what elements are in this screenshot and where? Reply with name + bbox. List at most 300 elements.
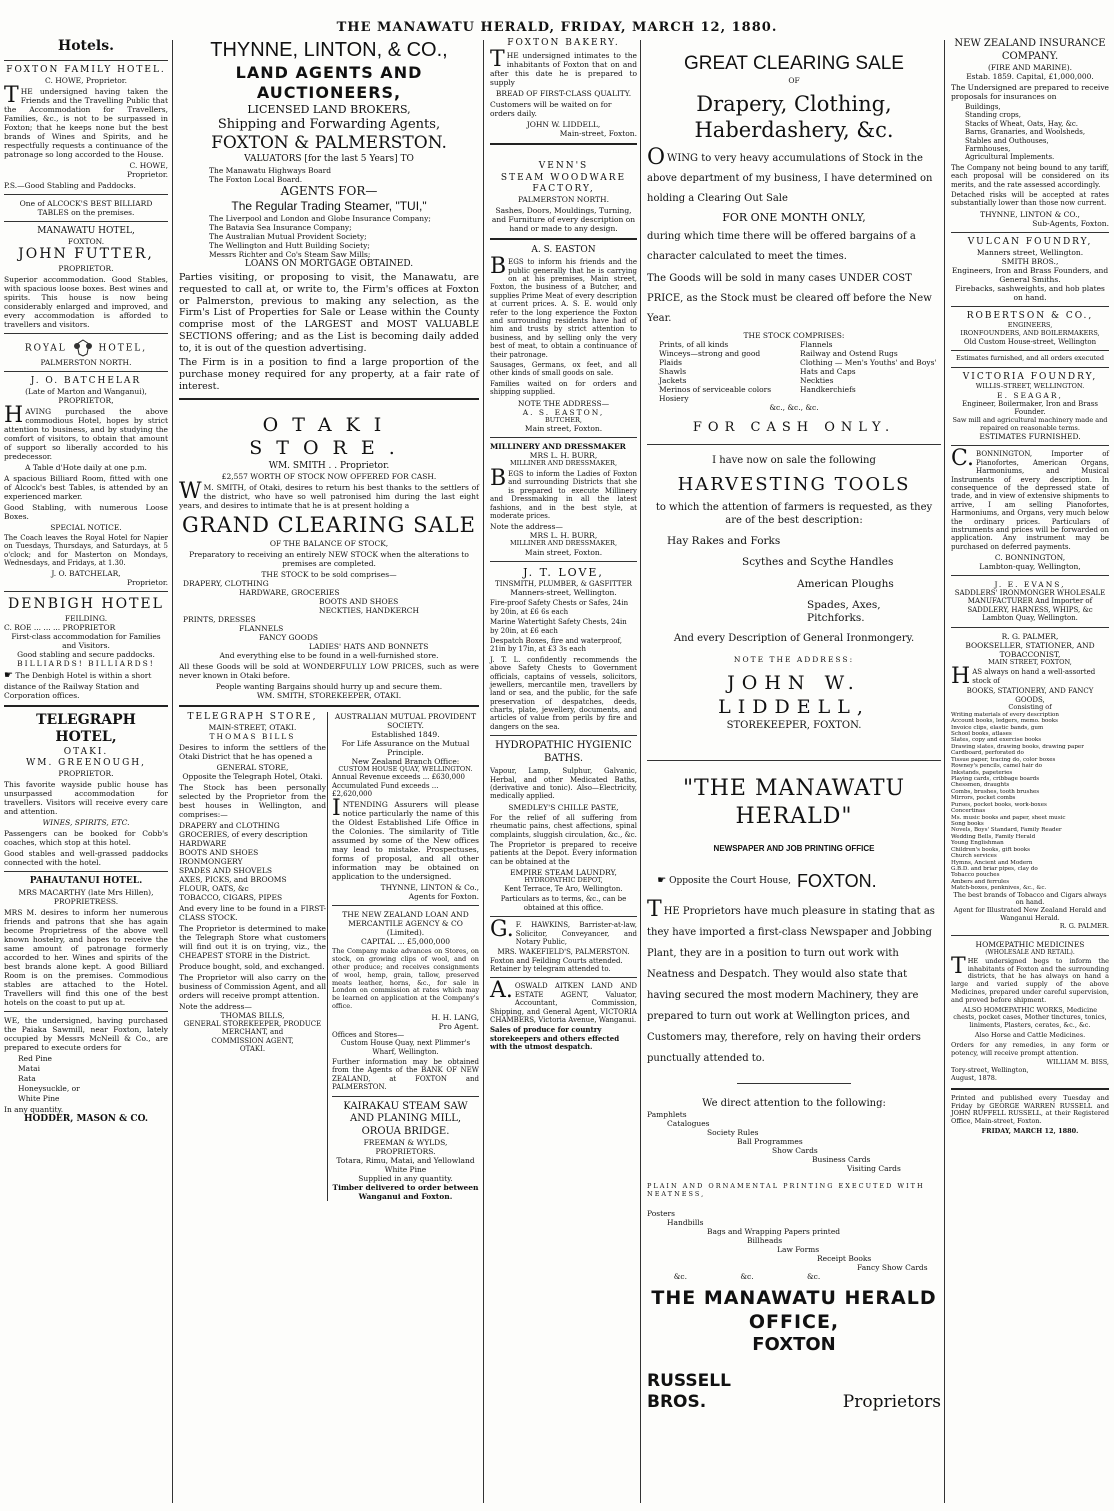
ad-place: Lambton Quay, Wellington. [982,614,1078,623]
ad-line: THE STOCK COMPRISES: [743,331,845,340]
ad-signature: WILLIAM M. BISS, [1046,1058,1109,1067]
ad-title: AUSTRALIAN MUTUAL PROVIDENT SOCIETY. [334,711,477,730]
two-column-ads [179,712,479,1202]
ad-line: People wanting Bargains should hurry up and secure them. [215,681,443,691]
coat-of-arms-icon [72,338,94,358]
ad-line: VALUATORS [for the last 5 Years] TO [244,154,414,165]
list-item: Scythes and Scythe Handles [742,556,894,569]
ad-signature: BUTCHER, [545,415,582,424]
ad-body: G.F. HAWKINS, Barrister-at-law, Solicitor, Conveyancer, and Notary Public, [490,917,637,946]
stock-list-right [800,340,941,403]
ad-body: The Proprietor will also carry on the business of Commission Agent, and all orders will receive prompt attention. [179,972,326,1000]
ad-line: to which the attention of farmers is requested, as they are of the best description: [655,502,933,526]
ad-name: RUSSELL BROS. [647,1370,731,1413]
ad-line: Shipping and Forwarding Agents, [217,116,441,132]
ad-name: SMITH BROS., [1001,256,1059,266]
list-item: Chessmen, draughts [951,782,1010,789]
list-item: Handbills [667,1217,704,1227]
ad-body: Vapour, Lamp, Sulphur, Galvanic, Herbal, and other Medicated Baths, (derivative and tonic). Also—Electricity, medically applied. [490,767,637,801]
ad-signature: R. G. PALMER. [1059,921,1109,930]
ad-name: J. E. EVANS, [994,580,1066,590]
ad-signature: Lambton-quay, Wellington, [979,562,1081,572]
ad-body: Passengers can be booked for Cobb's coaches, which stop at this hotel. [4,829,168,848]
ad-line: The best brands of Tobacco and Cigars always on hand. [953,890,1107,907]
ad-role: TINSMITH, PLUMBER, & GASFITTER [495,579,632,588]
column-wellington-ads [947,38,1113,1503]
herald-address [647,870,941,893]
ad-signature: COMMISSION AGENT, [211,1036,294,1045]
ad-role: Proprietors [842,1392,941,1413]
ad-line: EMPIRE STEAM LAUNDRY, [510,868,617,878]
ad-line: Kent Terrace, Te Aro, Wellington. [504,884,623,893]
ad-title: HYDROPATHIC HYGIENIC BATHS. [495,740,632,764]
ad-body: ALSO HOMŒPATHIC WORKS, Medicine chests, pocket cases, Mother tinctures, tonics, liniments, Plasters, cerates, &c., &c. [953,1005,1107,1030]
ad-signature: THYNNE, LINTON & Co., [380,883,479,893]
ad-signature: Proprietor. [126,169,168,179]
ad-signature: WM. SMITH, STOREKEEPER, OTAKI. [256,690,402,700]
ad-body: The Company not being bound to any tariff, each proposal will be considered on its merits, and the rate assessed accordingly. [951,163,1109,189]
ad-line: For Life Assurance on the Mutual Principle. [341,738,470,757]
ad-name: THOMAS BILLS [209,731,296,741]
ad-name: VENN'S [538,161,589,172]
ad-line: NEWSPAPER AND JOB PRINTING OFFICE [713,844,875,854]
ad-line: One of ALCOCK'S BEST BILLIARD [19,198,153,208]
ad-body: Families waited on for orders and shipping supplied. [490,379,637,397]
list-item: GROCERIES, of every description [179,829,308,839]
ad-title: FOXTON FAMILY HOTEL. [6,64,166,75]
list-item: Young Englishman [951,840,1004,847]
ad-name: JOHN FUTTER, [18,246,154,262]
list-item: The Manawatu Highways Board [209,165,332,175]
ad-body: Customers will be waited on for orders daily. [490,100,612,119]
list-item: TOBACCO, CIGARS, PIPES [179,892,283,902]
list-item: Despatch Boxes, fire and waterproof, 21in by 17in, at £3 3s each [490,636,623,654]
column-local-ads [486,38,641,1503]
ad-title: STEAM WOODWARE FACTORY, [500,172,627,194]
list-item: Tissue paper, tracing do, color boxes [951,756,1056,763]
etc-text: &c. [673,1271,687,1281]
list-item: Song books [951,820,984,827]
list-item: Show Cards [772,1146,818,1156]
ad-line: FOR ONE MONTH ONLY, [722,211,866,225]
ad-place: Manners-street, Wellington. [510,588,617,598]
list-item: Cardboard, perforated do [951,750,1024,757]
list-item: Fancy Show Cards [857,1262,928,1272]
ad-role: BOOKSELLER, STATIONER, AND TOBACCONIST, [965,640,1095,659]
ad-line: TABLES on the premises. [37,207,135,217]
ad-body: THE Proprietors have much pleasure in stating that as they have imported a first-class Newspaper and Jobbing Plant, they are in a position to turn out work with Neatness and Despatch. They would also state that having secured the most modern Machinery, they are prepared to turn out work at Wellington prices, and Customers may, therefore, rely on having their orders punctually attended to. [647,896,935,1064]
ad-place: Old Custom House-street, Wellington [963,337,1097,346]
ad-body: BEGS to inform his friends and the public generally that he is carrying on at his premises, Main street, Foxton, the business of a Butcher, and supplies Prime Meat of every description at current prices. A. S. E. would only refer to the long experience the Foxton and surrounding residents have had of him and trusts by strict attention to business, and by selling only the very best of meat, to obtain a continuance of their patronage. [490,254,637,359]
ad-place: PALMERSTON NORTH. [40,357,132,367]
ad-line: Engineer, Boilermaker, Iron and Brass Founder. [961,400,1098,417]
ad-name: MRS MACARTHY (late Mrs Hillen), [18,887,154,897]
ad-name: FREEMAN & WYLDS, [363,1138,448,1148]
ad-signature: MERCHANT, and [221,1028,284,1037]
ad-line: LOANS ON MORTGAGE OBTAINED. [244,258,414,269]
list-item: Red Pine [18,1053,52,1063]
ad-place: FOXTON. [67,237,105,246]
ad-title: MILLINERY AND DRESSMAKER [490,442,626,452]
ad-line: Estimates furnished, and all orders executed [955,354,1105,363]
column-rule [172,40,173,1503]
ad-body: A spacious Billiard Room, fitted with one of Alcock's best Tables, is attended by an experienced marker. [4,473,168,501]
ad-title: MANAWATU HOTEL, [37,225,135,236]
list-item: School books, atlases [951,731,1012,738]
list-item: FANCY GOODS [259,632,319,642]
list-item: The Batavia Sea Insurance Company; [209,222,352,232]
stock-list [647,340,941,403]
ad-title: OTAKI STORE. [249,413,409,460]
list-item: Standing crops, [965,111,1022,120]
ad-place: PALMERSTON NORTH. [518,195,609,204]
ad-title: ROYAL [24,343,67,353]
ad-signature: Main street, Foxton. [524,424,603,434]
list-item: Society Rules [707,1128,759,1138]
ad-title: TELEGRAPH STORE, [187,711,318,722]
ad-line: Firebacks, sashweights, and hob plates on hand. [955,283,1105,302]
ad-subtitle: (FIRE AND MARINE). [987,63,1073,72]
ad-line: Consisting of [1008,703,1052,711]
list-item: FLOUR, OATS, &c [179,883,249,893]
ad-body: And every line to be found in a FIRST-CLASS STOCK. [179,903,326,922]
ad-line: We direct attention to the following: [702,1097,886,1109]
ad-note: P.S.—Good Stabling and Paddocks. [4,180,136,190]
ad-place: FOXTON [752,1334,836,1356]
ad-signature: MRS L. H. BURR, [529,531,598,541]
list-item: DRAPERY and CLOTHING [179,820,280,830]
list-item: Mirrors, pocket combs [951,795,1016,802]
ad-subtitle: SPECIAL NOTICE. [50,522,122,532]
ad-line: OF THE BALANCE OF STOCK, [269,538,389,548]
list-item: Winceys—strong and good [659,349,761,358]
royal-hotel-title [4,338,168,358]
palmer-stock-list [951,712,1109,892]
ad-note-text: The Denbigh Hotel is within a short distance of the Railway Station and Corporation offices. [4,670,152,700]
ad-role: PROPRIETOR, [58,395,114,405]
list-item: IRONMONGERY [179,856,243,866]
ad-body: THE undersigned having taken the Friends and the Travelling Public that the Accommodation for Travellers, Families, &c., is not to be surpassed in Foxton; that he keeps none but the best brands of Wines and Spirits, and he respectfully requests a continuance of the patronage so long accorded to the House. [4,82,168,159]
list-item: BOOTS AND SHOES [179,847,259,857]
list-item: Flannels [800,340,833,349]
ad-line: OF [788,75,800,85]
list-item: Hymns, Ancient and Modern [951,859,1033,866]
telegraph-store-ad [179,712,326,1202]
ad-signature: J. O. BATCHELAR, [51,569,121,579]
ad-title: THYNNE, LINTON, & CO., [210,39,448,61]
ad-line: The Regular Trading Steamer, "TUI," [231,198,427,213]
ad-title: DENBIGH HOTEL [8,596,164,613]
ad-line: Note the address— [490,522,563,532]
list-item: Visiting Cards [847,1164,901,1174]
ad-line: BOOKS, STATIONERY, AND FANCY GOODS, [966,687,1094,704]
ad-line: SADDLERS' IRONMONGER WHOLESALE MANUFACTURER And Importer of [954,589,1106,606]
ad-signature: H. H. LANG, [431,1012,479,1022]
ad-headline: "THE MANAWATU HERALD" [682,776,906,829]
ad-name: JOHN W. LIDDELL, [718,672,870,719]
proprietors-line [647,1371,941,1414]
ad-line: August, 1878. [951,1073,997,1082]
list-item: Ball Programmes [737,1137,803,1147]
ad-line: BREAD OF FIRST-CLASS QUALITY. [495,89,632,99]
list-item: Combs, brushes, tooth brushes [951,788,1040,795]
list-item: Catalogues [667,1119,710,1129]
list-item: Hay Rakes and Forks [667,535,781,548]
list-item: Slates, copy and exercise books [951,737,1042,744]
imprint-date: FRIDAY, MARCH 12, 1880. [981,1126,1079,1135]
hotels-heading: Hotels. [57,38,114,54]
list-item: HARDWARE [179,838,227,848]
ad-line: (Late of Marton and Wanganui), [25,386,147,396]
ad-line: Note the address— [179,1001,252,1011]
list-item: Railway and Ostend Rugs [800,349,898,358]
ad-title: FOXTON BAKERY. [507,38,620,48]
ad-line: I have now on sale the following [712,455,876,467]
ad-headline: HARVESTING TOOLS [677,473,911,495]
ad-line: HYDROPATHIC DEPOT, [524,876,603,885]
list-item: Stables and Outhouses, [965,136,1049,145]
list-item: Church services [951,853,997,860]
ad-title: NEW ZEALAND INSURANCE COMPANY. [954,38,1106,62]
list-item: Posters [647,1208,675,1218]
ad-signature: C. BONNINGTON, [994,553,1066,563]
ad-title: VICTORIA FOUNDRY, [962,371,1098,382]
list-item: Invoice clips, elastic bands, gum [951,724,1044,731]
list-item: Jackets [659,376,687,385]
ad-body: The Firm is in a position to find a large proportion of the purchase money required for any property, at a fair rate of interest. [179,356,479,392]
ad-body: Good Stabling, with numerous Loose Boxes. [4,502,168,521]
ad-body: THE undersigned begs to inform the inhabitants of Foxton and the surrounding districts, that he has always on hand a large and varied supply of the above Medicines, prepared under careful supervision, and proved before shipment. [951,953,1109,1004]
list-item: The Wellington and Hutt Building Society; [209,240,370,250]
ad-line: GENERAL STORE, [216,762,289,772]
ad-line: PLAIN AND ORNAMENTAL PRINTING EXECUTED WITH NEATNESS, [647,1182,925,1199]
ad-line: £2,557 WORTH OF STOCK NOW OFFERED FOR CASH. [221,472,437,482]
ad-line: And every Description of General Ironmongery. [673,632,915,644]
list-item: Buildings, [965,103,1001,111]
address-line [647,875,791,888]
list-item: Shawls [659,367,687,376]
list-item: White Pine [18,1093,60,1103]
list-item: Purses, pocket books, work-boxes [951,801,1047,808]
ad-line: Annual Revenue exceeds ... £630,000 [332,773,466,782]
amp-ad [327,712,479,1202]
list-item: American Ploughs [797,577,894,590]
list-item: Law Forms [777,1244,820,1254]
ad-line: NOTE THE ADDRESS: [733,655,855,665]
ad-line: Retainer by telegram attended to. [490,965,611,974]
ad-name: WM. GREENOUGH, [25,758,147,769]
list-item: Clothing — Men's Youths' and Boys' [800,358,937,367]
pointing-hand-icon: ☛ [657,875,667,887]
ad-signature: JOHN W. LIDDELL, [526,120,601,130]
list-item: LADIES' HATS AND BONNETS [309,641,429,651]
ad-body: HAVING purchased the above commodious Hotel, hopes by strict attention to business, and by studying the comfort of visitors, to obtain that amount of support so liberally accorded to his predecessor. [4,402,168,461]
list-item: Rowney's pencils, camel hair do [951,763,1043,770]
ad-body: Sausages, Germans, ox feet, and all other kinds of small goods on sale. [490,360,637,378]
ad-title: J. T. LOVE, [523,566,604,580]
timber-list [4,1054,168,1103]
list-item: NECKTIES, HANDKERCH [319,605,419,615]
ad-line: Agent for Illustrated New Zealand Herald and Wanganui Herald. [953,906,1107,922]
ad-role: ENGINEERS, [1007,321,1053,330]
list-item: Neckties [800,376,834,385]
ad-body: J. T. L. confidently recommends the above Safety Chests to Government officials, captains of vessels, solicitors, jewellers, mercantile men, travellers by land or sea, and the public, for the safe preservation of despatches, deeds, charts, plate, jewellery, documents, and articles of value from perils by fire and dangers on the sea. [490,655,637,731]
stock-list-left [647,340,800,403]
ad-line: BILLIARDS! BILLIARDS! [17,658,155,668]
list-item: Inkstands, papeteries [951,769,1013,776]
list-item: AXES, PICKS, and BROOMS [179,874,287,884]
list-item: G.B.D. and briar pipes, clay do [951,865,1038,872]
list-item: Children's books, gift books [951,846,1030,853]
ad-headline: Drapery, Clothing, Haberdashery, &c. [694,91,894,142]
list-item: Ms. music books and paper, sheet music [951,814,1066,821]
ad-line: NOTE THE ADDRESS— [517,398,610,408]
list-item: FLANNELS [239,623,284,633]
ad-body: The Proprietor is prepared to receive patients at the Depot. Every information can be obtained at the [490,840,637,866]
ad-line: Accumulated Fund exceeds ... £2,620,000 [332,781,439,799]
list-item: PRINTS, DRESSES [183,614,256,624]
ad-line: C. ROE ... ... ... PROPRIETOR [4,622,116,632]
ad-body: Produce bought, sold, and exchanged. [179,961,325,971]
ad-signature: MILLINER AND DRESSMAKER, [509,539,618,548]
masthead: THE MANAWATU HERALD, FRIDAY, MARCH 12, 1880. [336,20,778,35]
list-item: Barns, Granaries, and Woolsheds, [965,128,1086,137]
ad-line: Supplied in any quantity. [358,1174,453,1184]
ad-line: And everything else to be found in a well-furnished store. [219,650,439,660]
ad-line: Offices and Stores— [332,1030,405,1039]
list-item: Hats and Caps [800,367,856,376]
ad-signature: Sub-Agents, Foxton. [1032,218,1109,228]
ad-line: New Zealand Branch Office: [351,756,460,766]
list-item: Tobacco pouches [951,872,1000,879]
list-item: Honeysuckle, or [18,1083,80,1093]
list-item: Playing cards, cribbage boards [951,776,1040,783]
ad-title: KAIRAKAU STEAM SAW AND PLANING MILL, OROUA BRIDGE. [343,1100,468,1137]
list-item: Matai [18,1063,41,1073]
ad-signature: Agents for Foxton. [408,892,479,902]
ad-subtitle: LAND AGENTS AND AUCTIONEERS, [235,63,423,102]
list-item: Business Cards [812,1155,871,1165]
ad-line: A Table d'Hote daily at one p.m. [25,462,147,472]
list-item: Rata [18,1073,36,1083]
ad-place: WILLIS-STREET, WELLINGTON. [975,382,1085,391]
ad-body: WM. SMITH, of Otaki, desires to return his best thanks to the settlers of the district, who have so well patronised him during the last eight years, and desires to intimate that he is at present holding a [179,479,479,511]
ad-signature: Pro Agent. [438,1021,479,1031]
list-item: Billheads [747,1235,783,1245]
list-item: Writing materials of every description [951,711,1059,718]
ad-signature: C. HOWE, [129,160,168,170]
ad-line: WM. SMITH . . Proprietor. [268,461,390,471]
pointing-hand-icon: ☛ [4,669,13,681]
column-rule [483,40,484,1503]
list-item: The Foxton Local Board. [209,174,303,184]
ad-title: A. S. EASTON [531,245,596,255]
etc-row [647,1272,847,1281]
ad-role: MILLINER AND DRESSMAKER, [509,459,618,468]
ad-body: For the relief of all suffering from rheumatic pains, chest affections, spinal complaints, sluggish circulation, &c., &c. [490,813,637,839]
ad-note [4,670,168,700]
list-item: Match-boxes, penknives, &c., &c. [951,885,1047,892]
ad-line: LICENSED LAND BROKERS, [247,103,411,116]
ad-body: Preparatory to receiving an entirely NEW STOCK when the alterations to premises are completed. [189,549,469,568]
etc-text: &c. [807,1271,821,1281]
ad-line: Established 1849. [371,729,440,739]
ad-body: All these Goods will be sold at WONDERFULLY LOW PRICES, such as were never known in Otaki before. [179,661,479,680]
list-item: BOOTS AND SHOES [319,596,399,606]
list-item: The Liverpool and London and Globe Insurance Company; [209,213,431,223]
ad-body: A.OSWALD AITKEN LAND AND ESTATE AGENT, Valuator, Accountant, Commission, Shipping, and General Agent, VICTORIA CHAMBERS, Victoria Avenue, Wanganui. [490,978,637,1025]
ad-title: ROBERTSON & CO., [966,310,1094,321]
list-item: Plaids [659,358,682,367]
ad-body: Particulars as to terms, &c., can be obtained at this office. [500,895,627,912]
ad-title: HOMŒPATHIC MEDICINES [975,939,1085,949]
ad-line: MRS. WAKEFIELD'S, PALMERSTON. [497,948,630,957]
ad-subtitle: (WHOLESALE AND RETAIL). [985,948,1075,956]
list-item: SPADES AND SHOVELS [179,865,273,875]
ad-body: Desires to inform the settlers of the Otaki District that he has opened a [179,742,326,761]
list-item: Messrs Richter and Co's Steam Saw Mills; [209,249,371,259]
list-item: Merinos of serviceable colors [659,385,772,394]
ad-body: The Coach leaves the Royal Hotel for Napier on Tuesdays, Thursdays, and Saturdays, at 5 o'clock; and for Masterton on Mondays, Wednesdays, and Fridays, at 1.30. [4,533,168,567]
ad-headline: GRAND CLEARING SALE [182,513,476,538]
ad-body: Further information may be obtained from the Agents of the BANK OF NEW ZEALAND, at FOXTON and PALMERSTON. [332,1058,479,1092]
ad-line: Timber delivered to order between Wanganui and Foxton. [332,1183,479,1202]
ad-subtitle: SMEDLEY'S CHILLE PASTE, [508,802,619,812]
ad-body: Detached risks will be accepted at rates substantially lower than those now current. [951,190,1109,208]
ad-title: TELEGRAPH HOTEL, [36,711,136,746]
ad-body: The Proprietor is determined to make the Telegraph Store what customers will find out it is on trying, viz., the CHEAPEST STORE in the District. [179,923,326,960]
ad-body: Sales of produce for country storekeepers and others effected with the utmost despatch. [490,1025,620,1052]
ad-body: This favorite wayside public house has unsurpassed accommodation for travellers. Visitors will receive every care and attention. [4,780,168,817]
list-item: Spades, Axes, Pitchforks. [807,598,881,624]
ad-name: R. G. PALMER, [1001,631,1059,641]
column-hotels [0,38,172,1503]
etc-text: &c. [740,1271,754,1281]
ad-place: FEILDING. [64,613,108,623]
ad-title: PAHAUTANUI HOTEL. [29,876,143,887]
list-item: Ambers and ferrules [951,878,1010,885]
ad-line: In any quantity. [4,1104,64,1114]
ad-line: CUSTOM HOUSE QUAY, WELLINGTON. [338,764,473,773]
ad-body: Superior accommodation. Good Stables, with spacious loose boxes. Best wines and spirits. This house is now being considerably enlarged and improved, and every accommodation is afforded to travellers and visitors. [4,274,168,329]
ad-proprietor: C. HOWE, Proprietor. [45,75,127,85]
ad-role: PROPRIETORS. [375,1147,436,1157]
ad-role: PROPRIETRESS. [53,896,119,906]
ad-body: INTENDING Assurers will please notice particularly the name of this the Oldest Established Life Office in the Colonies. The similarity of Title assumed by some of the New offices may lead to mistake. Prospectuses, forms of proposal, and all other information may be obtained on application to the undersigned. [332,796,479,882]
ad-place: FOXTON. [796,871,877,892]
ad-place: MAIN STREET, FOXTON, [988,657,1072,666]
ad-line: FOR CASH ONLY. [692,420,896,435]
ad-body: C.BONNINGTON, Importer of Pianofortes, American Organs, Harmoniums, and Musical Instruments of every description. In consequence of the depressed state of trade, and in view of extensive shipments to arrive, I am selling Pianofortes, Harmoniums, and Organs, very much below the ordinary prices. Particulars of instruments and prices will be forwarded on application. Any instrument may be purchased on deferred payments. [951,446,1109,551]
column-liddell-herald [643,38,945,1503]
ad-title: VULCAN FOUNDRY, [967,236,1093,247]
list-item: Bags and Wrapping Papers printed [707,1226,841,1236]
ad-place: Manners street, Wellington. [976,247,1084,257]
ad-line: ESTIMATES FURNISHED. [979,432,1081,442]
list-item: Hosiery [659,394,689,403]
ad-name: MRS L. H. BURR, [529,451,598,461]
ad-signature: GENERAL STOREKEEPER, PRODUCE [183,1019,322,1028]
ad-line: Custom House Quay, next Plimmer's Wharf, Wellington. [340,1039,471,1056]
ad-role: PROPRIETOR. [58,769,114,779]
list-item: Fire-proof Safety Chests or Safes, 24in by 20in, at £6 6s each [490,599,629,616]
ad-line: Foxton and Feilding Courts attended. [490,956,623,965]
list-item: Receipt Books [817,1253,872,1263]
ad-line: Estab. 1859. Capital, £1,000,000. [966,72,1094,81]
list-item: HARDWARE, GROCERIES [239,587,340,597]
ad-title: HOTEL, [98,343,148,353]
column-thynne-otaki [175,38,483,1503]
